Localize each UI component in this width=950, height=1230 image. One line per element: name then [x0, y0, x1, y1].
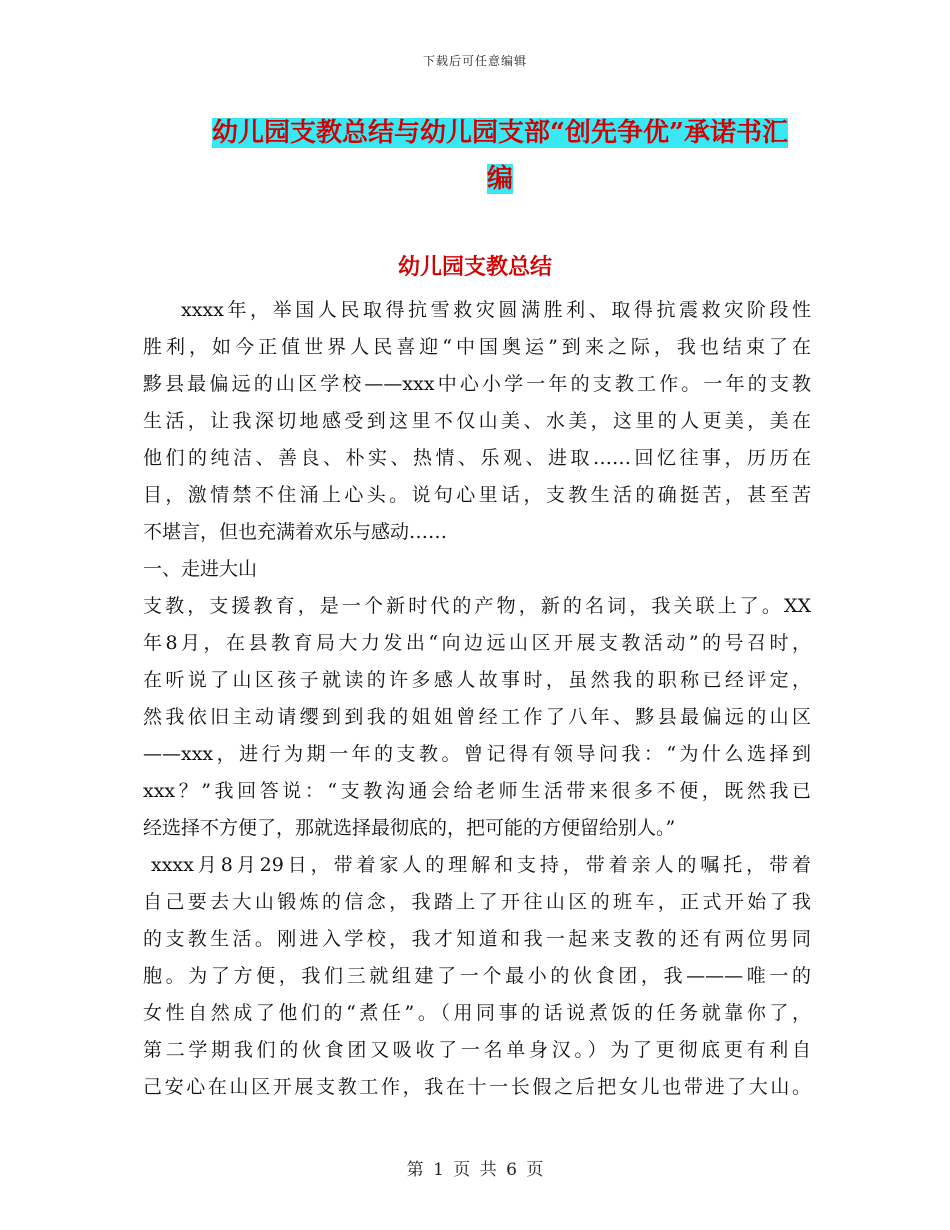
- document-title-line-1: 幼儿园支教总结与幼儿园支部“创先争优”承诺书汇: [212, 118, 788, 148]
- paragraph-line: xxxx年，举国人民取得抗雪救灾圆满胜利、取得抗震救灾阶段性: [181, 299, 811, 321]
- paragraph-line: 他们的纯洁、善良、朴实、热情、乐观、进取……回忆往事，历历在: [143, 447, 811, 469]
- paragraph-line: 在听说了山区孩子就读的许多感人故事时，虽然我的职称已经评定，: [143, 669, 811, 691]
- paragraph-line: 胞。为了方便，我们三就组建了一个最小的伙食团，我———唯一的: [143, 965, 811, 987]
- paragraph-line: 不堪言，但也充满着欢乐与感动……: [143, 521, 448, 543]
- document-title: [190, 110, 810, 202]
- paragraph-line: 黟县最偏远的山区学校——xxx中心小学一年的支教工作。一年的支教: [143, 373, 811, 395]
- paragraph-line: 年8月，在县教育局大力发出“向边远山区开展支教活动”的号召时，: [143, 632, 811, 654]
- document-title-line-2: 编: [486, 164, 513, 194]
- paragraph-line: 经选择不方便了，那就选择最彻底的，把可能的方便留给别人。”: [143, 817, 676, 839]
- paragraph-line: 第二学期我们的伙食团又吸收了一名单身汉。）为了更彻底更有利自: [143, 1039, 811, 1061]
- paragraph-line: ——xxx，进行为期一年的支教。曾记得有领导问我：“为什么选择到: [143, 743, 811, 765]
- paragraph-line: 己安心在山区开展支教工作，我在十一长假之后把女儿也带进了大山。: [143, 1076, 811, 1098]
- paragraph-line: 自己要去大山锻炼的信念，我踏上了开往山区的班车，正式开始了我: [143, 891, 811, 913]
- paragraph-line: 女性自然成了他们的“煮任”。（用同事的话说煮饭的任务就靠你了，: [143, 1002, 811, 1024]
- page-header-note: 下载后可任意编辑: [422, 54, 527, 68]
- paragraph-line: 胜利，如今正值世界人民喜迎“中国奥运”到来之际，我也结束了在: [143, 336, 811, 358]
- paragraph-line: 然我依旧主动请缨到到我的姐姐曾经工作了八年、黟县最偏远的山区: [143, 706, 811, 728]
- page-footer-pagination: 第 1 页 共 6 页: [406, 1160, 544, 1180]
- paragraph-line: 支教，支援教育，是一个新时代的产物，新的名词，我关联上了。XX: [143, 595, 811, 617]
- section-heading: 一、走进大山: [143, 558, 258, 580]
- paragraph-line: 生活，让我深切地感受到这里不仅山美、水美，这里的人更美，美在: [143, 410, 811, 432]
- document-body: [143, 292, 811, 1106]
- section-title: 幼儿园支教总结: [397, 254, 552, 280]
- paragraph-line: 的支教生活。刚进入学校，我才知道和我一起来支教的还有两位男同: [143, 928, 811, 950]
- paragraph-line: xxxx月8月29日，带着家人的理解和支持，带着亲人的嘱托，带着: [151, 854, 811, 876]
- paragraph-line: 目，激情禁不住涌上心头。说句心里话，支教生活的确挺苦，甚至苦: [143, 484, 811, 506]
- paragraph-line: xxx？”我回答说：“支教沟通会给老师生活带来很多不便，既然我已: [143, 780, 811, 802]
